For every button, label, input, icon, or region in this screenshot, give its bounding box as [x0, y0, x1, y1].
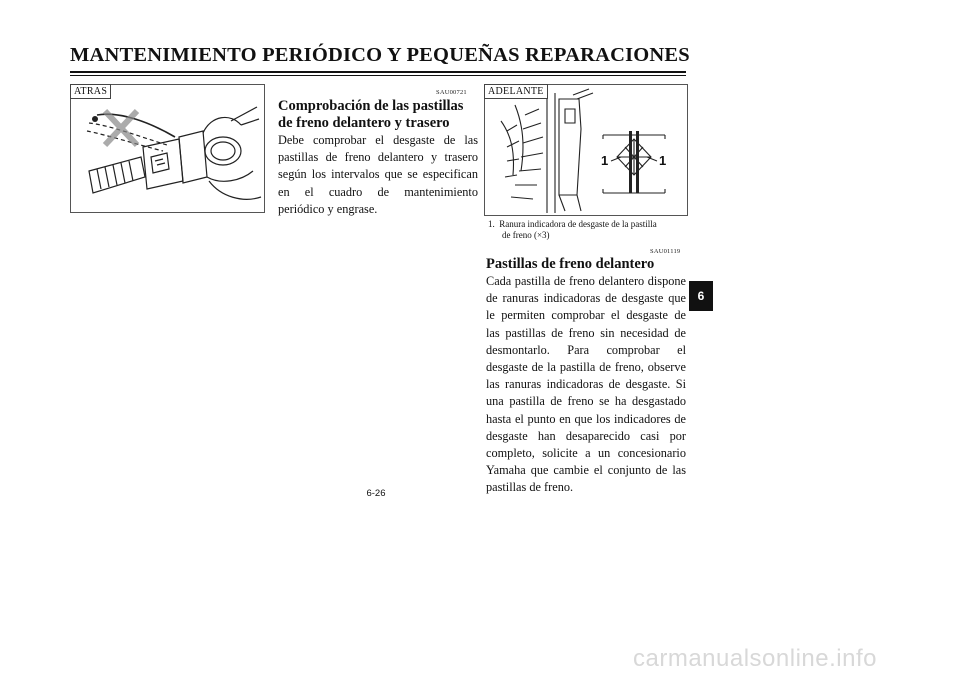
figure-label-front: ADELANTE — [484, 84, 548, 99]
watermark-text: carmanualsonline.info — [633, 645, 877, 672]
section-body-1: Debe comprobar el desgaste de las pastillas de freno delantero y trasero según los intervalos que se especifican en el cuadro de mantenimiento periódico y engrase. — [278, 133, 478, 216]
section-code-1: SAU00721 — [436, 89, 467, 96]
figure-caption — [488, 219, 688, 241]
section-title-1-line1: Comprobación de las pastillas — [278, 98, 464, 114]
section-body-2: Cada pastilla de freno delantero dispone de ranuras indicadoras de desgaste que le permiten comprobar el desgaste de las pastillas de freno sin necesidad de desmontarlo. Para comprobar el desgaste de la pastilla de freno, observe las ranuras indicadoras de desgaste. Si una pastilla de freno se ha desgastado hasta el punto en que los indicadores de desgaste han desaparecido casi por completo, solicite a un concesionario Yamaha que cambie el conjunto de las pastillas de freno. — [486, 274, 686, 495]
section-title-2: Pastillas de freno delantero — [486, 256, 655, 272]
figure-label-rear: ATRAS — [70, 84, 111, 99]
section-title-1 — [278, 98, 478, 132]
header-rule-thick — [70, 71, 686, 73]
caption-line1: Ranura indicadora de desgaste de la pastilla — [499, 219, 657, 229]
section-code-2: SAU01119 — [650, 248, 681, 255]
figure-rear-brake-lever — [70, 84, 265, 213]
section-title-1-line2: de freno delantero y trasero — [278, 115, 450, 131]
rear-brake-lever-illustration — [71, 85, 264, 212]
caption-number: 1. — [488, 219, 495, 229]
caption-line2: de freno (×3) — [502, 230, 550, 240]
chapter-tab: 6 — [689, 281, 713, 311]
header-rule-thin — [70, 75, 686, 76]
figure-front-brake-pad — [484, 84, 688, 216]
front-brake-pad-illustration — [485, 85, 687, 215]
callout-1-right: 1 — [659, 153, 667, 168]
callout-1-left: 1 — [601, 153, 609, 168]
page-number: 6-26 — [366, 488, 386, 499]
page-header-title: MANTENIMIENTO PERIÓDICO Y PEQUEÑAS REPARACIONES — [70, 44, 690, 66]
